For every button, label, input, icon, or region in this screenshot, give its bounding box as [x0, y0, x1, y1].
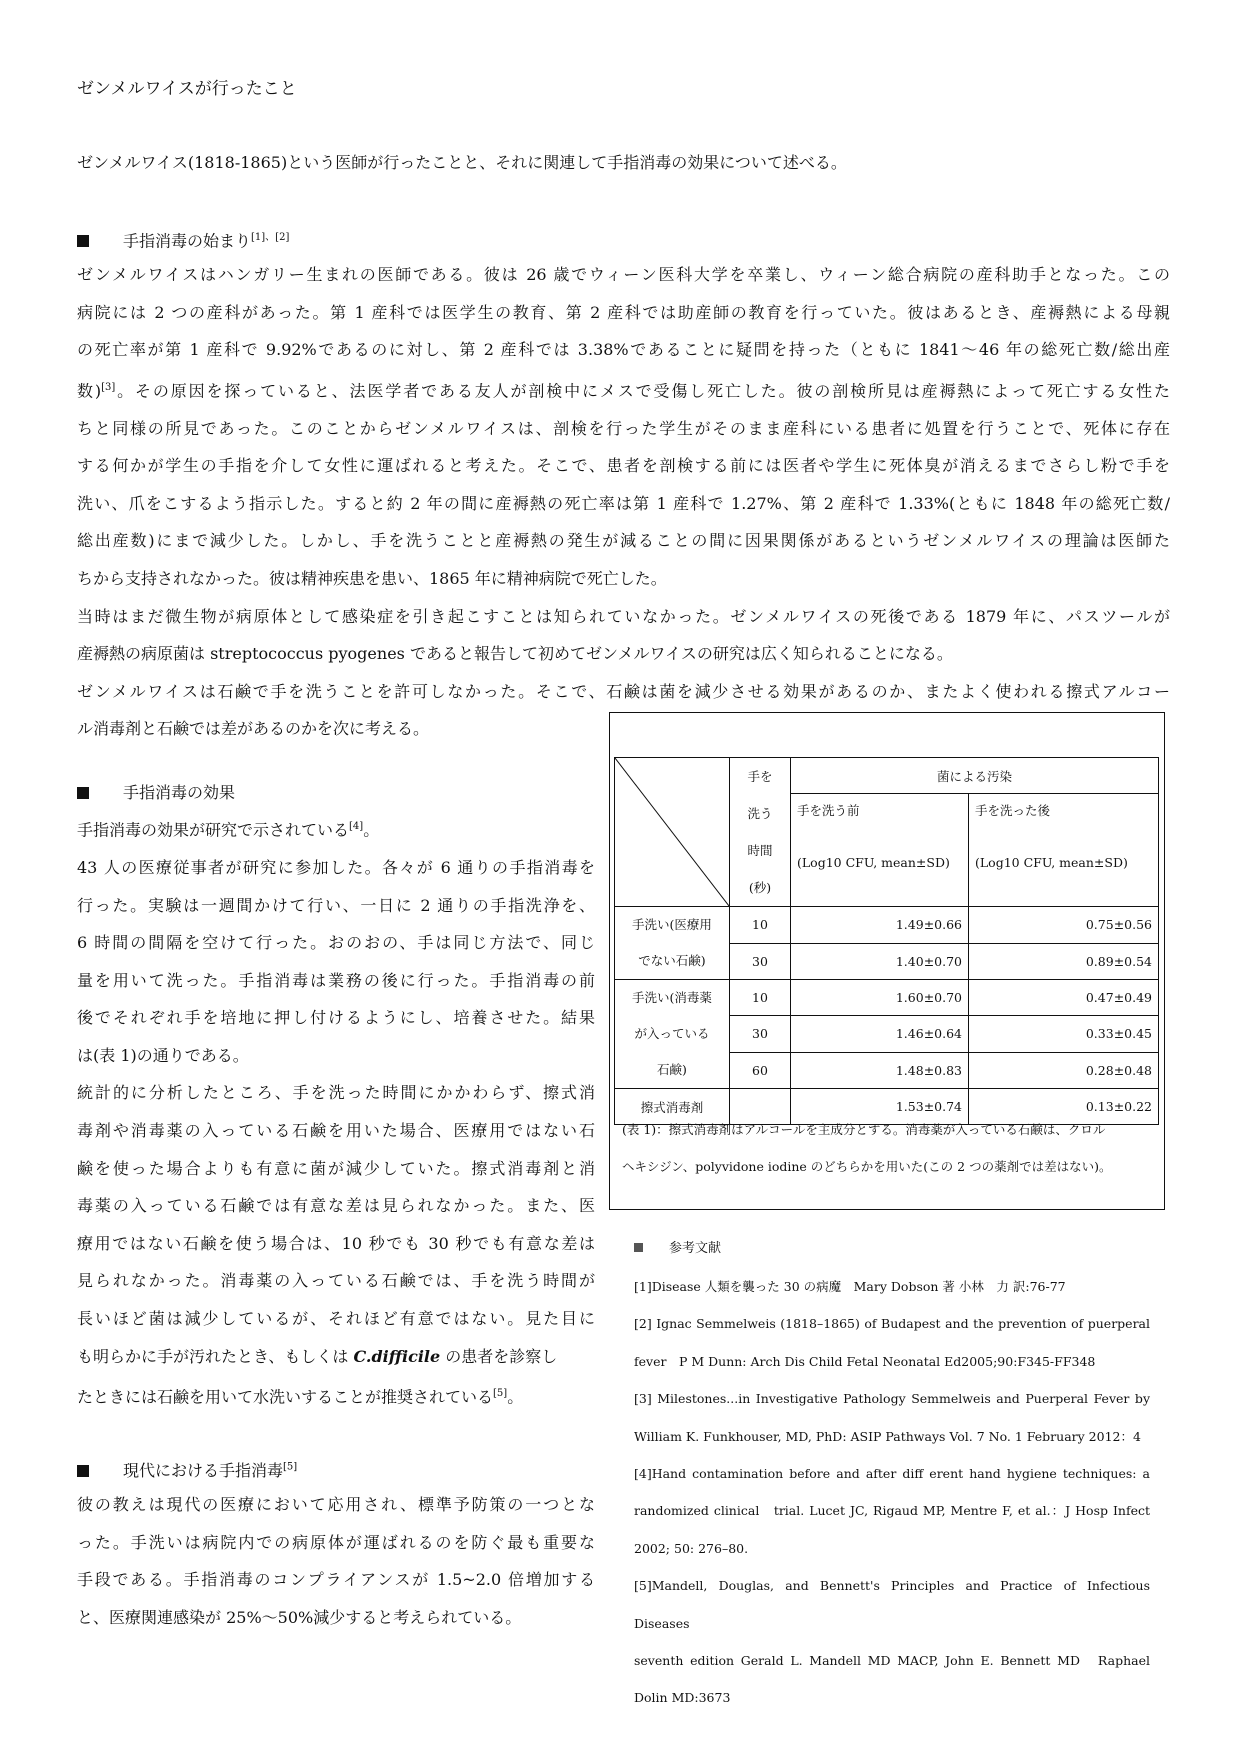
references-heading: 参考文献: [634, 1237, 721, 1256]
paragraph-line: 量を用いて洗った。手指消毒は業務の後に行った。手指消毒の前: [77, 970, 595, 990]
before-cell: 1.40±0.70: [791, 943, 969, 980]
heading-refs: [1]、[2]: [251, 232, 290, 243]
paragraph-line: 統計的に分析したところ、手を洗った時間にかかわらず、擦式消: [77, 1083, 595, 1103]
section-heading-origin: 手指消毒の始まり[1]、[2]: [77, 228, 289, 251]
paragraph-line: 毒薬の入っている石鹸では有意な差は見られなかった。また、医: [77, 1196, 595, 1216]
before-cell: 1.60±0.70: [791, 980, 969, 1016]
paragraph-line: ゼンメルワイスはハンガリー生まれの医師である。彼は 26 歳でウィーン医科大学を卒業し、ウィーン総合病院の産科助手となった。この: [77, 265, 1170, 284]
paragraph-line: ちと同様の所見であった。このことからゼンメルワイスは、剖検を行った学生がそのまま産科にいる患者に処置を行うことで、死体に存在: [77, 418, 1170, 438]
organism-name: C.difficile: [353, 1346, 441, 1366]
time-cell: 30: [730, 943, 791, 980]
reference-line: [1]Disease 人類を襲った 30 の病魔 Mary Dobson 著 小林 力 訳:76-77: [634, 1279, 1066, 1294]
paragraph-line: った。手洗いは病院内での病原体が運ばれるのを防ぐ最も重要な: [77, 1532, 595, 1552]
paragraph-line: ちから支持されなかった。彼は精神疾患を患い、1865 年に精神病院で死亡した。: [77, 569, 667, 589]
intro-paragraph: ゼンメルワイス(1818-1865)という医師が行ったことと、それに関連して手指消毒の効果について述べる。: [77, 153, 847, 172]
bullet-square-icon: [77, 787, 89, 799]
results-table-panel: [609, 712, 1165, 1210]
paragraph-line: 後でそれぞれ手を培地に押し付けるようにし、培養させた。結果: [77, 1008, 595, 1028]
reference-line: William K. Funkhouser, MD, PhD: ASIP Pathways Vol. 7 No. 1 February 2012：4: [634, 1428, 1141, 1444]
paragraph-line: 数)[3]。その原因を探っていると、法医学者である友人が剖検中にメスで受傷し死亡した。彼の剖検所見は産褥熱によって死亡する女性た: [77, 381, 1170, 401]
section-heading-effect: 手指消毒の効果: [77, 780, 235, 803]
document-title: ゼンメルワイスが行ったこと: [77, 79, 297, 99]
paragraph-line: 6 時間の間隔を空けて行った。おのおの、手は同じ方法で、同じ: [77, 933, 595, 953]
paragraph-line: 43 人の医療従事者が研究に参加した。各々が 6 通りの手指消毒を: [77, 857, 595, 877]
after-cell: 0.13±0.22: [969, 1089, 1159, 1125]
bullet-square-icon: [77, 235, 89, 247]
reference-line: [4]Hand contamination before and after diff erent hand hygiene techniques: a: [634, 1466, 1150, 1482]
reference-line: [3] Milestones...in Investigative Pathology Semmelweis and Puerperal Fever by: [634, 1391, 1150, 1407]
section-modern-body: [77, 1486, 595, 1636]
paragraph-line: する何かが学生の手指を介して女性に運ばれると考えた。そこで、患者を剖検する前には医者や学生に死体臭が消えるまでさらし粉で手を: [77, 456, 1170, 476]
results-table: [614, 757, 1159, 1125]
paragraph-line: 産褥熱の病原菌は streptococcus pyogenes であると報告して初めてゼンメルワイスの研究は広く知られることになる。: [77, 644, 953, 664]
before-cell: 1.49±0.66: [791, 907, 969, 944]
time-header: 手を 洗う 時間 (秒): [730, 758, 791, 907]
reference-line: Dolin MD:3673: [634, 1690, 731, 1706]
group-label: 擦式消毒剤: [615, 1089, 730, 1125]
diagonal-header-cell: [615, 758, 730, 907]
citation-ref: [5]: [283, 1461, 298, 1473]
after-cell: 0.47±0.49: [969, 980, 1159, 1016]
paragraph-line: 手指消毒の効果が研究で示されている[4]。: [77, 820, 380, 840]
bullet-square-icon: [634, 1243, 643, 1252]
paragraph-line: 行った。実験は一週間かけて行い、一日に 2 通りの手指洗浄を、: [77, 895, 595, 915]
paragraph-line: も明らかに手が汚れたとき、もしくは C.difficile の患者を診察し: [77, 1346, 558, 1366]
paragraph-line: たときには石鹸を用いて水洗いすることが推奨されている[5]。: [77, 1387, 524, 1407]
after-cell: 0.28±0.48: [969, 1052, 1159, 1088]
paragraph-line: 当時はまだ微生物が病原体として感染症を引き起こすことは知られていなかった。ゼンメルワイスの死後である 1879 年に、パスツールが: [77, 606, 1170, 626]
after-cell: 0.75±0.56: [969, 907, 1159, 944]
section-origin-body: [77, 256, 1170, 748]
paragraph-line: 見られなかった。消毒薬の入っている石鹸では、手を洗う時間が: [77, 1271, 595, 1291]
reference-line: randomized clinical trial. Lucet JC, Rigaud MP, Mentre F, et al.：J Hosp Infect: [634, 1503, 1150, 1519]
paragraph-line: と、医療関連感染が 25%～50%減少すると考えられている。: [77, 1607, 522, 1627]
group-label: 手洗い(医療用 でない石鹸): [615, 907, 730, 980]
references-list: [634, 1268, 1150, 1717]
reference-line: [5]Mandell, Douglas, and Bennett's Principles and Practice of Infectious Diseases: [634, 1578, 1150, 1631]
reference-line: [2] Ignac Semmelweis (1818–1865) of Budapest and the prevention of puerperal: [634, 1316, 1150, 1332]
contamination-header: 菌による汚染: [791, 758, 1159, 794]
citation-ref: [5]: [493, 1388, 508, 1400]
group-label: 手洗い(消毒薬 が入っている 石鹸): [615, 980, 730, 1089]
table-caption: (表 1)：擦式消毒剤はアルコールを主成分とする。消毒薬が入っている石鹸は、クロル ヘキシジン、polyvidone iodine のどちらかを用いた(この 2 つの薬剤では差はない)。: [622, 1122, 1112, 1174]
paragraph-line: 鹸を使った場合よりも有意に菌が減少していた。擦式消毒剤と消: [77, 1158, 595, 1178]
before-cell: 1.48±0.83: [791, 1052, 969, 1088]
reference-line: 2002; 50: 276–80.: [634, 1540, 749, 1556]
time-cell: 30: [730, 1016, 791, 1052]
paragraph-line: 総出産数)にまで減少した。しかし、手を洗うことと産褥熱の発生が減ることの間に因果関係があるというゼンメルワイスの理論は医師た: [77, 531, 1170, 551]
paragraph-line: 手段である。手指消毒のコンプライアンスが 1.5~2.0 倍増加する: [77, 1570, 595, 1590]
paragraph-line: ゼンメルワイスは石鹸で手を洗うことを許可しなかった。そこで、石鹸は菌を減少させる効果があるのか、またよく使われる擦式アルコー: [77, 681, 1170, 701]
section-effect-body: [77, 808, 595, 1416]
paragraph-line: の死亡率が第 1 産科で 9.92%であるのに対し、第 2 産科では 3.38%であることに疑問を持った（ともに 1841～46 年の総死亡数/総出産: [77, 340, 1170, 360]
paragraph-line: ル消毒剤と石鹸では差があるのかを次に考える。: [77, 719, 430, 739]
paragraph-line: 病院には 2 つの産科があった。第 1 産科では医学生の教育、第 2 産科では助産師の教育を行っていた。彼はあるとき、産褥熱による母親: [77, 302, 1170, 322]
paragraph-line: 長いほど菌は減少しているが、それほど有意ではない。見た目に: [77, 1309, 595, 1329]
after-cell: 0.89±0.54: [969, 943, 1159, 980]
paragraph-line: 洗い、爪をこするよう指示した。すると約 2 年の間に産褥熱の死亡率は第 1 産科で 1.27%、第 2 産科で 1.33%(ともに 1848 年の総死亡数/: [77, 493, 1170, 513]
diagonal-line: [615, 758, 729, 906]
section-heading-modern: 現代における手指消毒[5]: [77, 1458, 297, 1481]
bullet-square-icon: [77, 1465, 89, 1477]
citation-ref: [4]: [349, 821, 364, 832]
reference-line: fever P M Dunn: Arch Dis Child Fetal Neonatal Ed2005;90:F345-FF348: [634, 1353, 1096, 1369]
paragraph-line: 療用ではない石鹸を使う場合は、10 秒でも 30 秒でも有意な差は: [77, 1233, 595, 1253]
reference-line: seventh edition Gerald L. Mandell MD MACP, John E. Bennett MD Raphael: [634, 1653, 1150, 1669]
time-cell: 10: [730, 907, 791, 944]
before-cell: 1.53±0.74: [791, 1089, 969, 1125]
after-cell: 0.33±0.45: [969, 1016, 1159, 1052]
before-header: 手を洗う前 (Log10 CFU, mean±SD): [791, 794, 969, 907]
paragraph-line: は(表 1)の通りである。: [77, 1045, 249, 1065]
time-cell: 10: [730, 980, 791, 1016]
citation-ref: [3]: [101, 381, 116, 393]
time-cell: 60: [730, 1052, 791, 1088]
before-cell: 1.46±0.64: [791, 1016, 969, 1052]
paragraph-line: 毒剤や消毒薬の入っている石鹸を用いた場合、医療用ではない石: [77, 1121, 595, 1141]
paragraph-line: 彼の教えは現代の医療において応用され、標準予防策の一つとな: [77, 1495, 595, 1514]
after-header: 手を洗った後 (Log10 CFU, mean±SD): [969, 794, 1159, 907]
